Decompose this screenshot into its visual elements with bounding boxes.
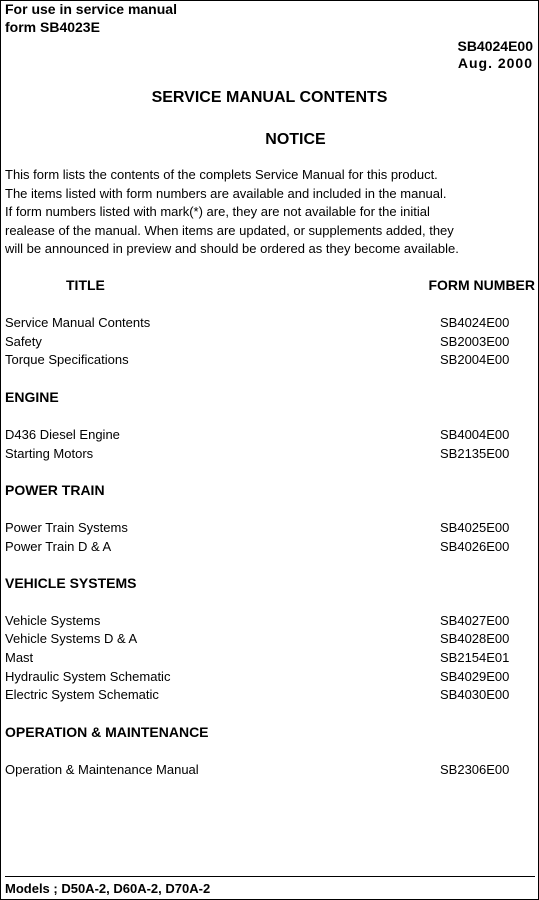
list-item-title: Starting Motors [5, 446, 94, 461]
list-item-title: Vehicle Systems [5, 613, 101, 628]
column-header-form-number: FORM NUMBER [428, 277, 535, 293]
header-reference [5, 0, 177, 36]
notice-line: realease of the manual. When items are updated, or supplements added, they [5, 222, 454, 238]
list-item-title: D436 Diesel Engine [5, 427, 120, 442]
list-item-form: SB2004E00 [440, 352, 510, 367]
list-item-title: Safety [5, 334, 42, 349]
list-item-title: Hydraulic System Schematic [5, 669, 171, 684]
list-item-title: Power Train D & A [5, 539, 112, 554]
footer-models: Models ; D50A-2, D60A-2, D70A-2 [5, 881, 211, 896]
list-item-title: Mast [5, 650, 34, 665]
notice-line: This form lists the contents of the complets Service Manual for this product. [5, 167, 438, 182]
notice-line: The items listed with form numbers are available and included in the manual. [5, 185, 447, 201]
list-item-form: SB2154E01 [440, 650, 510, 665]
section-heading-engine: ENGINE [5, 389, 59, 405]
list-item-form: SB2135E00 [440, 446, 510, 461]
list-item-form: SB4027E00 [440, 613, 510, 628]
header-line-2: form SB4023E [5, 19, 100, 35]
notice-heading: NOTICE [265, 131, 326, 148]
header-line-1: For use in service manual [5, 1, 177, 17]
list-item-form: SB4030E00 [440, 687, 510, 702]
column-header-title: TITLE [66, 277, 105, 293]
section-heading-vehicle-systems: VEHICLE SYSTEMS [5, 575, 137, 591]
list-item-title: Service Manual Contents [5, 315, 151, 330]
form-number: SB4024E00 [457, 38, 533, 54]
section-heading-operation-maintenance: OPERATION & MAINTENANCE [5, 724, 209, 740]
header-form-info [457, 38, 533, 72]
list-item-form: SB4004E00 [440, 427, 510, 442]
list-item-form: SB4029E00 [440, 669, 510, 684]
list-item-form: SB2003E00 [440, 334, 510, 349]
list-item-form: SB2306E00 [440, 762, 510, 777]
list-item-title: Power Train Systems [5, 520, 128, 535]
notice-text [5, 166, 525, 259]
list-item-title: Torque Specifications [5, 352, 129, 367]
notice-line: If form numbers listed with mark(*) are, they are not available for the initial [5, 204, 430, 219]
page-title: SERVICE MANUAL CONTENTS [151, 89, 388, 106]
notice-line: will be announced in preview and should be ordered as they become available. [5, 241, 459, 256]
list-item-title: Electric System Schematic [5, 687, 159, 702]
section-heading-power-train: POWER TRAIN [5, 482, 105, 498]
list-item-title: Operation & Maintenance Manual [5, 762, 199, 777]
list-item-title: Vehicle Systems D & A [5, 631, 138, 646]
list-item-form: SB4028E00 [440, 631, 510, 646]
list-item-form: SB4025E00 [440, 520, 510, 535]
list-item-form: SB4026E00 [440, 539, 510, 554]
footer-divider [5, 876, 535, 877]
list-item-form: SB4024E00 [440, 315, 510, 330]
issue-date: Aug. 2000 [457, 55, 533, 71]
